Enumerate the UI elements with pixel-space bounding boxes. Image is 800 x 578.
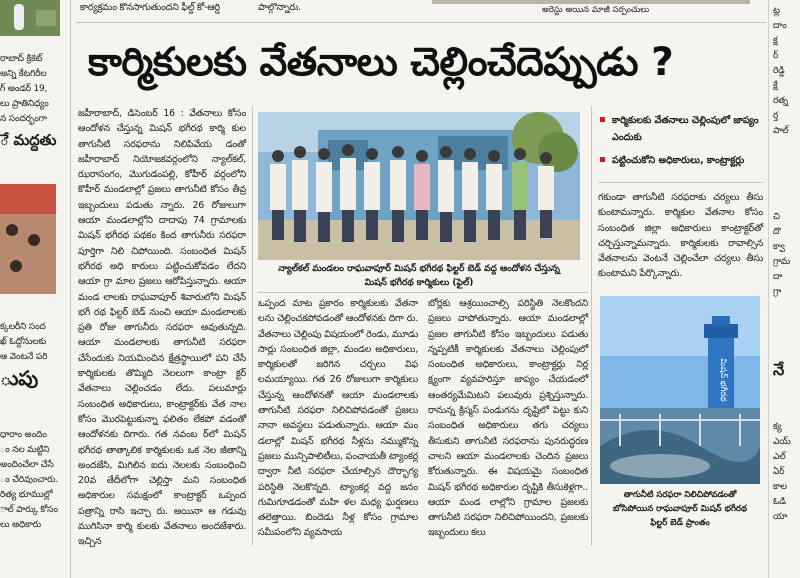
water-tank-photo-caption <box>600 488 760 530</box>
top-previous-story-line: కార్యక్రమం కొనసాగుతుందని ఫీల్డ్ కో-ఆర్డి <box>80 2 220 13</box>
left-line: ం నల మట్టిని <box>0 445 50 455</box>
article-column-3 <box>428 296 588 541</box>
page-headline: కార్మికులకు వేతనాలు చెల్లించేదెప్పుడు ? <box>88 40 674 85</box>
right-line: రత్న <box>773 96 788 106</box>
right-line: ఏర్ <box>773 467 785 477</box>
protest-caption-line-1: న్యాల్‌కల్ మండలం రాఘవాపూర్ మిషన్ భగీరథ ఫిల్టర్ బెడ్ వద్ద ఆందోళన చేస్తున్న <box>278 264 560 274</box>
left-adjacent-column <box>0 0 66 578</box>
left-heading: ుపు <box>0 366 39 390</box>
top-photo-caption-area <box>432 0 750 18</box>
top-rule <box>76 22 766 23</box>
right-line: ర్ <box>773 51 779 61</box>
caption-rule <box>258 292 588 293</box>
water-tank-photo-image <box>600 296 760 484</box>
right-line: చి <box>773 212 780 222</box>
left-line: రిత్య భూముల్లో <box>0 490 53 500</box>
highlight-bullet: కార్మికులకు వేతనాలు చెల్లింపులో జాప్యం ఎందుకు <box>598 112 763 146</box>
top-photo-caption: అరెస్టు అయిన మాజీ సర్పంచులు <box>542 5 650 15</box>
left-line: ాల్ పార్కు కోసం <box>0 505 58 515</box>
protest-caption-line-2: మిషన్ భగీరథ కార్మికులు (ఫైల్) <box>364 278 474 288</box>
bullet-rule <box>598 182 763 183</box>
article-column-4 <box>598 190 763 282</box>
right-line: దా <box>773 272 783 282</box>
left-line: న సందర్భంగా <box>0 114 47 124</box>
column-rule <box>70 0 71 578</box>
paragraph: గకుండా తాగునీటి సరఫరాకు చర్యలు తీసు కుంటామన్నారు. కార్మికుల వేతనాల కోసం సంబంధిత జిల్లా అధికారులు కాంట్రాక్టర్‌తో చర్చిస్తున్నామన్నారు. కార్మికులకు రావాల్సిన వేతనాలను వెంటనే చెల్లించేలా చర్యలు తీసు కుంటామని పేర్కొన్నారు. <box>598 192 763 280</box>
right-line: క్షే <box>773 81 778 91</box>
right-line: గ్రా <box>773 287 782 297</box>
column-rule <box>252 106 253 546</box>
right-line: ఎయ్ <box>773 437 791 447</box>
highlight-bullet: పట్టించుకోని అధికారులు, కాంట్రాక్టర్లు <box>598 152 763 169</box>
left-line: లు ప్రాతినిధ్యం <box>0 99 49 109</box>
right-line: దొ <box>773 227 781 237</box>
left-line: అన్ని కేటగిరీల <box>0 69 47 79</box>
tank-caption-line-1: తాగునీటి సరఫరా నిలిచిపోవడంతో <box>623 490 737 500</box>
article-column-1 <box>78 106 246 550</box>
protest-photo <box>258 112 580 260</box>
water-tank-photo <box>600 296 760 484</box>
right-line: క్య <box>773 422 782 432</box>
paragraph: బోర్లకు ఆశ్రయించాల్సి పరిస్థితి నెలకొందని ప్రజలు వాపోతున్నారు. ఆయా మండలాల్లో ప్రజల తాగునీటి కోసం ఇబ్బందులు పడుతు న్నప్పటికీ కార్మికులకు వేతనాలు చెల్లింపులో సంబంధిత అధికారులు, కాంట్రాక్టర్లు నిర్ల క్ష్యంగా వ్యవహరిస్తూ జాప్యం చేయడంలో ఆంతర్యమేమిటని పలువురు ప్రశ్నిస్తున్నారు. రానున్న క్రిస్మస్ పండుగను దృష్టిలో పెట్టు కుని సంబంధిత అధికారులు తగు చర్యలు తీసుకుని తాగునీటి సరఫరాను పునరుద్ధరణ చాలని ఆయా మండలాలకు చెందిన ప్రజలు కోరుతున్నారు. ఈ విషయమై సంబంధిత మిషన్ భగీరథ అధికారుల దృష్టికి తీసుకెళ్లగా.. ఆయా మండ లాల్లోని గ్రామాల ప్రజలకు తాగునీటి సరఫరా నిలిచిపోయిందని, ప్రజలకు ఇబ్బందులు కలు <box>428 298 588 539</box>
left-line: ధారాం అందిం <box>0 430 47 440</box>
left-line: ఖ్ ఓద్దోనులకు <box>0 337 47 347</box>
highlight-bullets <box>598 112 763 175</box>
left-line: క్కలరీని సంద <box>0 322 46 332</box>
paragraph: ఒప్పంద మాట ప్రకారం కార్మికులకు వేతనా లను చెల్లించకపోవడంతో ఆందోళనకు దిగా రు. వేతనాలు చెల్లింపు విషయంలో రెండు, మూడు సార్లు సంబంధిత జిల్లా, మండల అధికారులు, కార్మికులతో జరిగిన చర్చలు విఫ లమయ్యాయి. గత 26 రోజులుగా కార్మికులు చేస్తున్న ఆందోళనతో ఆయా మండలాలకు తాగునీటి సరఫరా నిలిచిపోవడంతో ప్రజలు నానా అవస్థలు పడుతున్నారు. ఆయా మం డలాల్లో మిషన్ భగీరథ నీళ్లను నమ్ముకొన్న ప్రజలు మున్సిపాలిటీలు, పంచాయతీ ట్యాంకర్ల ద్వారా నీటి సరఫరా చేయాల్సిన దౌర్భాగ్య పరిస్థితి నెలకొన్నది. ట్యాంకర్ల వద్ద జనం గుమిగూడడంతో మహి ళల మధ్య ఘర్షణలు తలెత్తాయి. బిందెడు నీళ్ల కోసం గ్రామాల సమీపంలోని వ్యవసాయ <box>258 298 418 539</box>
article-column-2 <box>258 296 418 541</box>
right-line: కాల <box>773 482 787 492</box>
left-line: లు అధికారు <box>0 520 41 530</box>
tank-caption-line-2: బోసిపోయిన రాఘవాపూర్ మిషన్ భగీరథ <box>613 504 747 514</box>
tank-label: మిషన్ భగీరథ <box>719 358 728 402</box>
right-adjacent-column <box>768 0 800 578</box>
left-mid-photo <box>0 184 56 294</box>
column-rule <box>591 106 592 546</box>
right-heading: నే <box>773 360 785 379</box>
top-previous-story-line-2: పాల్గొన్నారు. <box>258 2 301 13</box>
right-line: ర్త <box>773 111 779 121</box>
right-line: ఎల్ <box>773 452 786 462</box>
left-line: అందించేలా చేసే <box>0 460 54 470</box>
protest-photo-caption <box>258 262 580 290</box>
right-line: క్వా <box>773 242 785 252</box>
left-line: గ్ అండర్ 19, <box>0 84 48 94</box>
right-line: దాం <box>773 21 787 31</box>
right-line: పాల్ <box>773 126 789 136</box>
tank-caption-line-3: ఫిల్టర్ బెడ్ ప్రాంతం <box>650 518 710 528</box>
left-line: రాబాద్ క్రికెట్ <box>0 54 43 64</box>
left-line: ఆ వెంటనే పరి <box>0 352 48 362</box>
lead-paragraph: జహీరాబాద్, డిసెంబర్ 16 : వేతనాలు కోసం ఆందోళన చేస్తున్న మిషన్ భగీరథ కార్మి కుల తాగునీటి సరఫరాను నిలిపివేయ డంతో జహీరాబాద్ నియోజకవర్గంలోని న్యాల్‌కల్, ఝరాసంగం, మొగుడంపల్లి, కోహీర్ వర్గంలోని కొహీర్ మండలాల్లో ప్రజలు తాగునీటి కోసం తీవ్ర ఇబ్బందులు పడుతు న్నారు. 26 రోజులుగా ఆయా మండలాల్లోని దాదాపు 74 గ్రామాలకు మిషన్ భగీరథ పథకం కింద తాగునీరు సరఫరా పూర్తిగా నిలి చిపోయింది. సంబంధిత మిషన్ భగీరథ అధి కారులు పట్టించుకోవడం లేదని ఆయా గ్రా మాల ప్రజలు ఆరోపిస్తున్నారు. ఆయా మండ లాలకు రాఘవాపూర్ శివారులోని మిషన్ భగీ రథ ఫిల్టర్ బెడ్ నుంచి ఆయా మండలాలకు ప్రతి రోజు తాగునీరు సరఫరా అవుతున్నది. ఆయా మండలాలకు తాగునీటి సరఫరా చేసేందుకు నియమించిన క్షేత్రస్థాయిలో పని చేసే కార్మికులకు తొమ్మిది నెలలుగా కాంట్రా క్టర్ వేతనాలు చెల్లించడం లేదు. పలుమార్లు సంబంధిత అధికారులు, కాంట్రాక్టర్‌కు వేత నాల కోసం మొరపెట్టుకున్నా ఫలితం లేకపో వడంతో ఆందోళనకు దిగారు. గత నవంబ ర్‌లో మిషన్ భగీరథ తాత్కాలిక కార్మికులకు ఒక నెల జీతాన్ని అందజేసి, మిగిలిన ఐదు నెలలకు సంబంధించి 20వ తేదీలోగా చెల్లిస్తా మని సంబంధిత అధికారుల సమక్షంలో కాంట్రాక్టర్ ఒప్పంద పత్రాన్ని రాసి ఇచ్చా రు. అయినా ఆ గడువు ముగిసినా కార్మి కులకు వేతనాలు అందజేశారు. ఇచ్చిన <box>78 108 246 548</box>
right-line: రెడ్డి <box>773 66 785 76</box>
right-line: ట్ల <box>773 6 780 16</box>
left-heading: ే మద్దతు <box>0 131 57 149</box>
right-line: క్ష <box>773 36 778 46</box>
right-line: గ్రామ <box>773 257 791 267</box>
right-line: ఓడి <box>773 497 786 507</box>
protest-photo-image <box>258 112 580 260</box>
left-line: ం చేరివుంచారు. <box>0 475 58 485</box>
left-top-photo <box>0 0 60 36</box>
right-line: యా <box>773 512 788 522</box>
